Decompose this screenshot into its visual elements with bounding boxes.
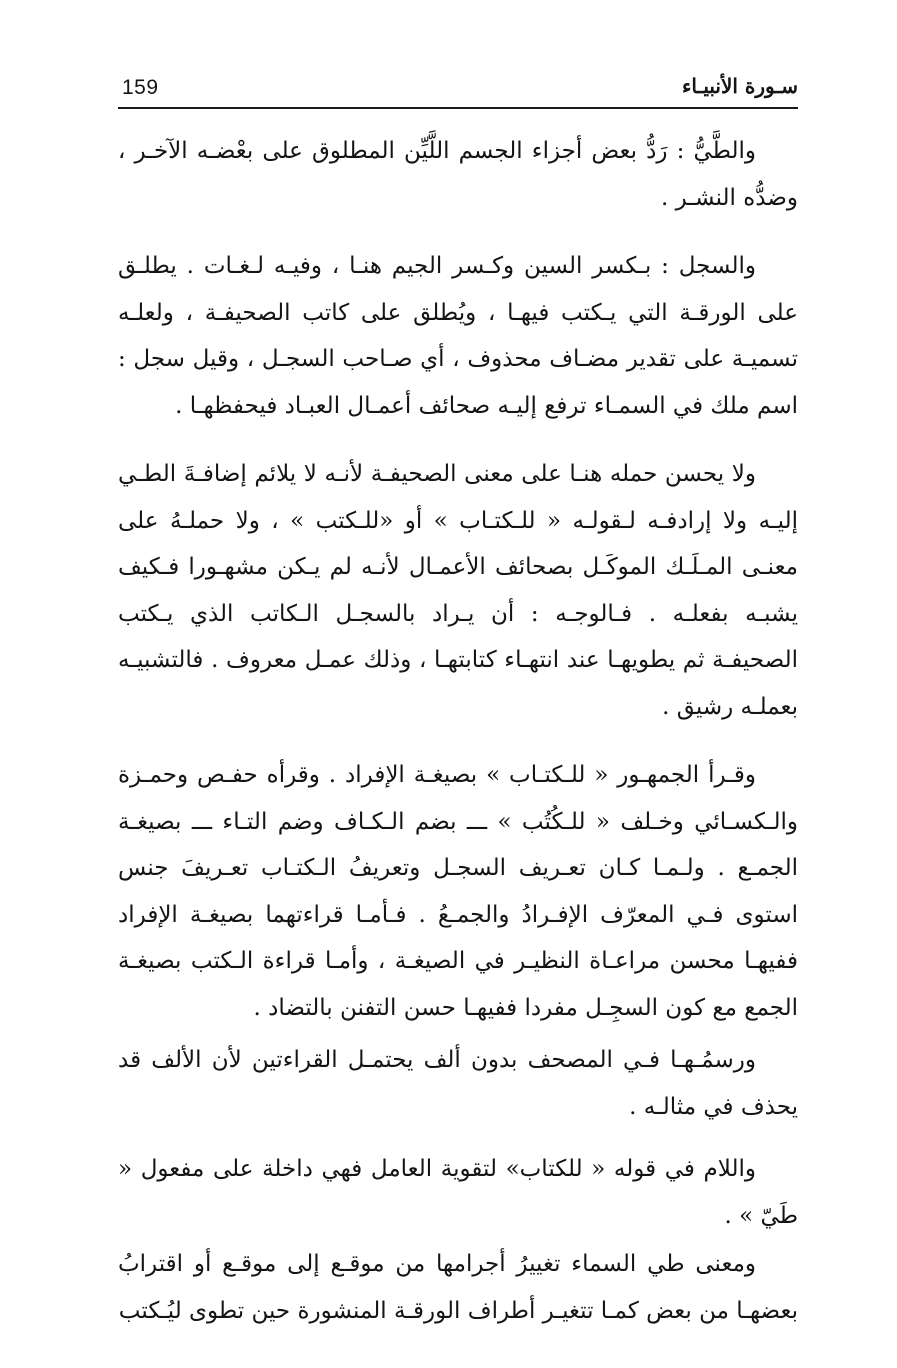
surah-title: سـورة الأنبيـاء	[681, 74, 798, 98]
page-number: 159	[122, 76, 159, 99]
paragraph-lam-explanation: واللام في قوله « للكتاب» لتقوية العامل فهي داخلة على مفعول « طَيّ » .	[118, 1156, 798, 1229]
paragraph-interpretation: ولا يحسن حمله هنـا على معنى الصحيفـة لأنـه لا يلائم إضافـةَ الطـي إليـه ولا إرادفـه لـقولـه « للـكتـاب » أو «للـكتب » ، ولا حملـهُ على معنـى المـلَـك الموكَـل بصحائف الأعمـال لأنـه لم يـكن مشهـورا فـكيف يشبـه بفعلـه . فـالوجـه : أن يـراد بالسجـل الـكاتب الذي يـكتب الصحيفـة ثم يطويهـا عند انتهـاء كتابتهـا ، وذلك عمـل معروف . فالتشبيـه بعملـه رشيق .	[118, 461, 798, 720]
paragraph-tayy-definition: والطَّيُّ : رَدُّ بعض أجزاء الجسم اللَّيِّن المطلوق على بعْضـه الآخـر ، وضدُّه النشـر .	[118, 138, 798, 211]
paragraph-sijill-meaning: والسجل : بـكسر السين وكـسر الجيم هنـا ، وفيـه لـغـات . يطلـق على الورقـة التي يـكتب فيهـا ، ويُطلق على كاتب الصحيفـة ، ولعلـه تسميـة على تقدير مضـاف محذوف ، أي صـاحب السجـل ، وقيل سجل : اسم ملك في السمـاء ترفع إليـه صحائف أعمـال العبـاد فيحفظهـا .	[118, 253, 798, 419]
page-header	[118, 72, 798, 106]
paragraph-mushaf-rasm: ورسمُـهـا فـي المصحف بدون ألف يحتمـل القراءتين لأن الألف قد يحذف في مثالـه .	[118, 1047, 798, 1120]
page-body	[118, 128, 798, 1334]
paragraph-readings: وقـرأ الجمهـور « للـكتـاب » بصيغـة الإفراد . وقرأه حفـص وحمـزة والـكسـائي وخـلف « للـكُتُب » ـــ بضم الـكـاف وضم التـاء ـــ بصيغـة الجمـع . ولـمـا كـان تعـريف السجـل وتعريفُ الـكتـاب تعـريفَ جنس استوى فـي المعرّف الإفـرادُ والجمـعُ . فـأمـا قراءتهما بصيغـة الإفراد ففيهـا محسن مراعـاة النظيـر في الصيغـة ، وأمـا قراءة الـكتب بصيغـة الجمع مع كون السجِـل مفردا ففيهـا حسن التفنن بالتضاد .	[118, 762, 798, 1021]
paragraph-tayy-meaning: ومعنى طي السماء تغييرُ أجرامها من موقـع إلى موقـع أو اقترابُ بعضهـا من بعض كمـا تتغيـر أطراف الورقـة المنشورة حين تطوى ليُـكتب	[118, 1251, 798, 1324]
header-divider	[118, 107, 798, 109]
